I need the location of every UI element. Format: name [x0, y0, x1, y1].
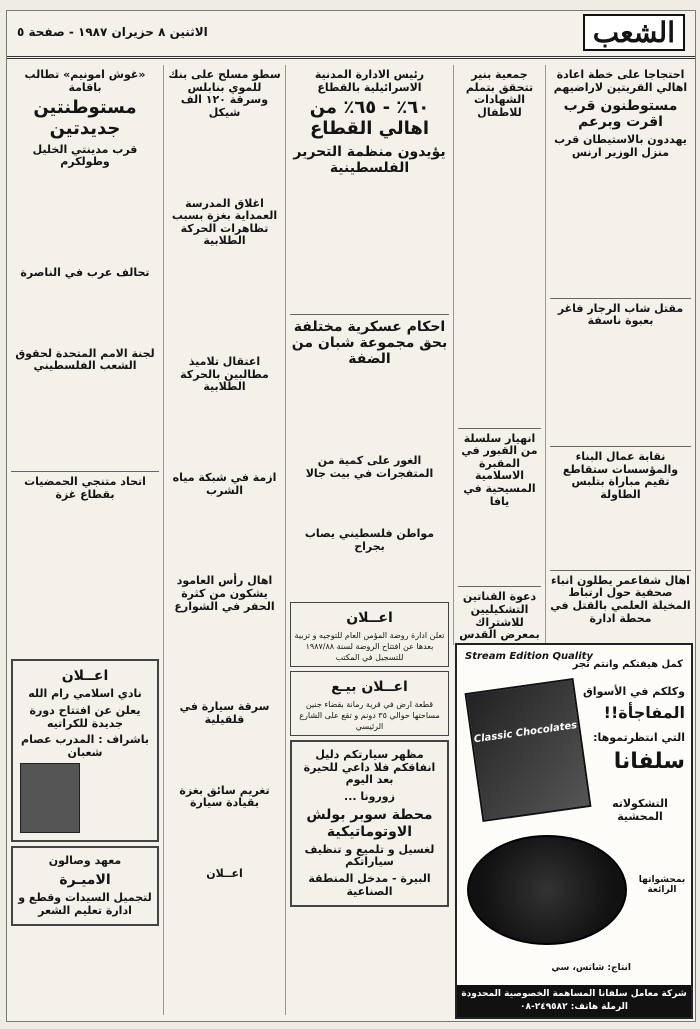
- headline-3-2: ٦٠٪ - ٦٥٪ من اهالي القطاع: [309, 97, 430, 139]
- article-body: [168, 501, 281, 571]
- article-body: [168, 252, 281, 352]
- salon-advertisement: [11, 846, 159, 926]
- chocolate-box-label: Classic Chocolates: [473, 719, 578, 746]
- newspaper-logo: الشعب: [583, 14, 685, 51]
- ad-brand-logo: Stream Edition Quality: [465, 651, 593, 662]
- article-body: [168, 124, 281, 194]
- ad-sale-text: قطعة ارض في قرية رمانة بقضاء جنين مساحتها حوالي ٣٥ دونم و تقع على الشارع الرئيسي: [299, 699, 440, 731]
- article-body: [290, 558, 449, 598]
- ad-line-4: التي انتظرتموها:: [593, 731, 685, 744]
- ad-line-5: سلفانا: [613, 749, 685, 774]
- divider: [458, 586, 541, 587]
- newspaper-page: [6, 10, 696, 1022]
- headline-1-5: نقابة عمال البناء والمؤسسات ستقاطع تقيم مباراة بتلبس الطاولة: [562, 450, 679, 501]
- article-body: [11, 505, 159, 655]
- karate-photo: [20, 763, 80, 833]
- advertisement-sale: [290, 671, 449, 736]
- article-body: [168, 398, 281, 468]
- divider: [550, 298, 691, 299]
- ad-wash-location: البيرة - مدخل المنطقة الصناعية: [308, 871, 431, 898]
- article-body: [11, 173, 159, 263]
- article-body: [290, 180, 449, 310]
- divider: [458, 428, 541, 429]
- headline-4-1: سطو مسلح على بنك للموي بنابلس وسرقة ١٢٠ الف شيكل: [168, 68, 281, 119]
- column-4: [163, 65, 285, 1015]
- salon-ad-line-1: معهد وصالون: [48, 854, 122, 868]
- headline-1-1: احتجاجا على خطة اعادة اهالي القريتين لاراضيهم: [553, 68, 688, 94]
- headline-5-4: تحالف عرب في الناصرة: [20, 265, 150, 279]
- headline-4-2: اغلاق المدرسة العمداية بغزة بسبب تظاهرات الحركة الطلابية: [171, 196, 278, 248]
- ad-sale-title: اعــلان بيـع: [331, 678, 408, 695]
- advertisement-car-wash: [290, 740, 449, 907]
- ad-company: شركة معامل سلفانا المساهمة الخصوصية المحدودة: [461, 989, 687, 999]
- ad-wash-name: زورونا ...: [344, 789, 395, 803]
- headline-1-4: مقتل شاب الرجار فاغر بعبوة ناسفة: [557, 301, 684, 328]
- karate-advertisement: [11, 659, 159, 842]
- divider: [290, 314, 449, 315]
- article-body: [458, 512, 541, 582]
- ad-line-7: بمحشواتها الرائعة: [638, 875, 686, 895]
- headline-1-2: مستوطنون قرب اقرت وبرعم: [563, 98, 678, 131]
- ad-wash-tag: لغسيل و تلميع و تنظيف سياراتكم: [304, 842, 435, 869]
- headline-4-6: سرقة سيارة في قلقيلية: [179, 700, 270, 726]
- ad-line-6: التشكولاته المحشية: [612, 797, 668, 823]
- article-body: [290, 371, 449, 451]
- headline-1-3: يهددون بالاستيطان قرب منزل الوزير ارنس: [554, 133, 687, 160]
- ad-footer: [457, 985, 691, 1017]
- column-2: [453, 65, 545, 645]
- headline-3-4: احكام عسكرية مختلفة بحق مجموعة شبان من الضفة: [291, 318, 448, 368]
- headline-3-1: رئيس الادارة المدنية الاسرائيلية بالقطاع: [314, 68, 425, 94]
- headline-4-5: اهال رأس العامود يشكون من كثرة الحفر في الشوارع: [174, 574, 275, 613]
- ad-phone: الرملة هاتف: ٢٤٩٥٨٢-٠٨: [519, 1002, 629, 1012]
- headline-4-7: تغريم سائق بغزة بقيادة سيارة: [179, 783, 270, 810]
- article-body: [168, 884, 281, 1004]
- ad-notice-title: اعــلان: [346, 609, 393, 626]
- ad-notice-text: تعلن ادارة روضة المؤمن العام للتوجيه و تربية بعدها عن افتتاح الروضة لسنة ١٩٨٧/٨٨ للتسجيل في المكتب: [294, 630, 445, 662]
- salon-ad-service: لتجميل السيدات وقطع و ادارة تعليم الشعر: [18, 891, 152, 917]
- article-body: [11, 377, 159, 467]
- headline-1-6: اهال شفاعمر يطلون انباء صحفية حول ارتباط المخيلة العلمي بالقتل في محطة ادارة: [550, 573, 691, 625]
- ad-wash-text: مظهر سيارتكم دليل انفاقكم فلا داعي للحيرة بعد اليوم: [303, 747, 436, 787]
- column-1: [545, 65, 695, 645]
- headline-2-2: انهيار سلسلة من القبور في المقبرة الاسلامية المسيحية في يافا: [461, 431, 538, 508]
- masthead: [7, 11, 695, 59]
- article-body: [168, 731, 281, 781]
- article-body: [290, 484, 449, 524]
- divider: [11, 471, 159, 472]
- ad-wash-shop: محطة سوبر بولش الاوتوماتيكية: [306, 807, 433, 840]
- headline-5-6: اتحاد متنجي الحمضيات بقطاع غزة: [24, 474, 146, 501]
- divider: [550, 570, 691, 571]
- headline-4-3: اعتقال تلاميذ مطالبين بالحركة الطلابية: [180, 355, 269, 394]
- chocolate-box-image: [464, 678, 591, 822]
- column-5: [7, 65, 163, 1015]
- karate-ad-title: اعــلان: [61, 668, 109, 685]
- karate-ad-course: يعلن عن افتتاح دورة جديدة للكراتيه: [29, 703, 141, 730]
- ad-line-3: المفاجأة!!: [603, 703, 685, 722]
- headline-2-1: جمعية بنير تتحقق بتملم الشهادات للاطفال: [465, 68, 534, 119]
- date-line: الاثنين ٨ حزيران ١٩٨٧ - صفحة ٥: [17, 25, 208, 39]
- article-body: [550, 164, 691, 294]
- headline-3-5: الغور على كمية من المتفجرات في بيت جالا: [305, 454, 434, 480]
- article-body: [550, 506, 691, 566]
- column-3: [285, 65, 453, 1015]
- ad-line-2: وكلكم في الأسواق: [582, 685, 685, 698]
- headline-4-4: ازمة في شبكة مياه الشرب: [172, 471, 277, 497]
- ad-line-8: انتاج: شاتس، سي: [551, 963, 631, 973]
- karate-ad-coach: باشراف : المدرب عصام شعبان: [21, 733, 149, 759]
- chocolate-plate-image: [467, 835, 627, 945]
- headline-5-3: قرب مدينتي الخليل وطولكرم: [32, 142, 138, 169]
- headline-3-6: مواطن فلسطيني يصاب بجراح: [304, 527, 435, 554]
- divider: [550, 446, 691, 447]
- karate-ad-club: نادي اسلامي رام الله: [28, 687, 142, 701]
- headline-4-8: اعــلان: [206, 866, 243, 880]
- headline-5-1: «غوش امونيم» تطالب باقامة: [24, 68, 146, 94]
- chocolate-advertisement: [455, 643, 693, 1019]
- headline-2-3: دعوة القناتين التشكيليين للاشتراك بمعرض القدس: [459, 590, 540, 642]
- headline-3-3: يؤيدون منظمة التحرير الفلسطينية: [293, 143, 446, 176]
- headline-5-2: مستوطنتين جديدتين: [33, 97, 137, 139]
- advertisement-notice: [290, 602, 449, 667]
- article-body: [550, 332, 691, 442]
- article-body: [168, 814, 281, 864]
- article-body: [168, 617, 281, 697]
- headline-5-5: لجنة الامم المتحدة لحقوق الشعب الفلسطيني: [15, 346, 155, 373]
- ad-line-1: كمل هيفتكم وانتم تجر: [572, 659, 683, 670]
- salon-ad-name: الاميـرة: [59, 872, 111, 889]
- article-body: [11, 284, 159, 344]
- article-body: [458, 124, 541, 424]
